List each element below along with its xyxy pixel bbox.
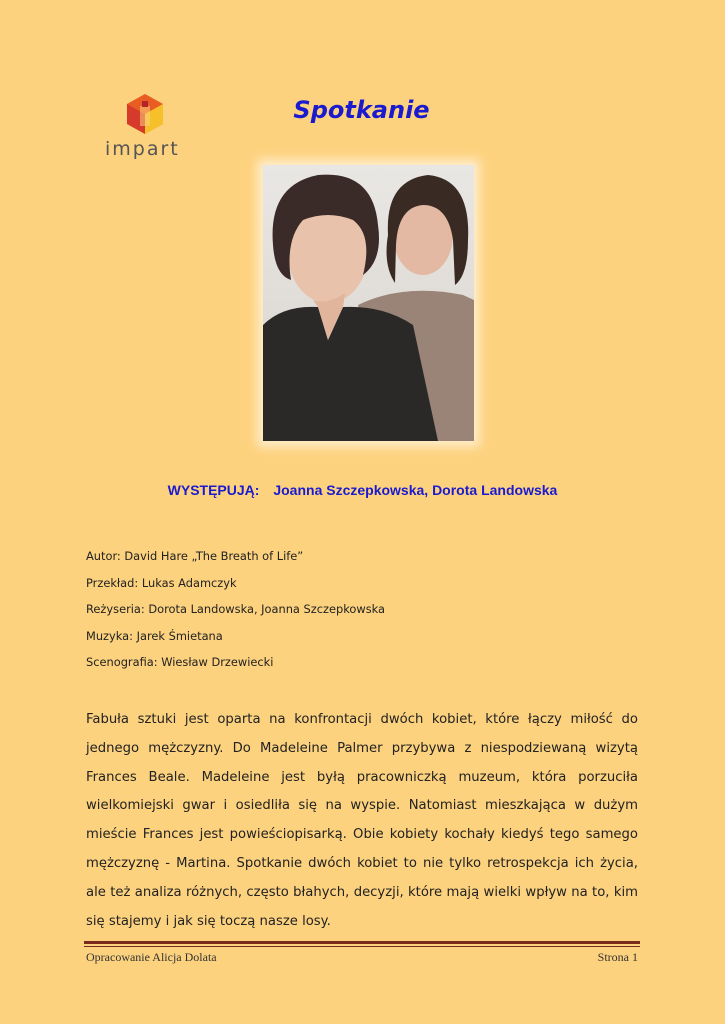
page-title: Spotkanie	[293, 96, 430, 124]
cast-photo	[263, 165, 474, 441]
credit-music: Muzyka: Jarek Śmietana	[86, 628, 223, 643]
credit-direction: Reżyseria: Dorota Landowska, Joanna Szczepkowska	[86, 602, 386, 616]
credit-author: Autor: David Hare „The Breath of Life”	[86, 549, 304, 563]
footer-rule	[84, 941, 640, 944]
credit-scenography: Scenografia: Wiesław Drzewiecki	[86, 655, 274, 669]
footer-page-number: Strona 1	[597, 950, 638, 964]
cast-line	[0, 482, 725, 498]
cast-label: WYSTĘPUJĄ:	[167, 482, 260, 498]
credit-translation: Przekład: Lukas Adamczyk	[86, 575, 237, 590]
logo-text: impart	[105, 138, 180, 160]
cast-names: Joanna Szczepkowska, Dorota Landowska	[273, 482, 558, 498]
footer-author: Opracowanie Alicja Dolata	[86, 950, 217, 964]
description-paragraph: Fabuła sztuki jest oparta na konfrontacji dwóch kobiet, które łączy miłość do jednego mężczyzny. Do Madeleine Palmer przybywa z niespodziewaną wizytą Frances Beale. Madeleine jest byłą pracowniczką muzeum, która porzuciła wielkomiejski gwar i osiedliła się na wyspie. Natomiast mieszkająca w dużym mieście Frances jest powieściopisarką. Obie kobiety kochały kiedyś tego samego mężczyznę - Martina. Spotkanie dwóch kobiet to nie tylko retrospekcja ich życia, ale też analiza różnych, często błahych, decyzji, które mają wielki wpływ na to, kim się stajemy i jak się toczą nasze losy.	[86, 712, 638, 929]
footer-rule-thin	[84, 946, 640, 947]
credits-list	[86, 548, 385, 681]
